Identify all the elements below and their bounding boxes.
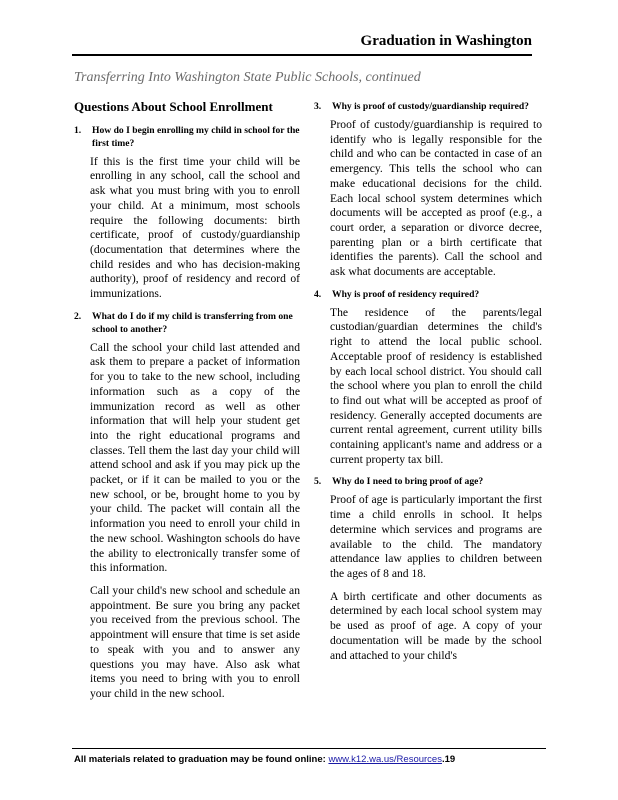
answer-paragraph: The residence of the parents/legal custodian/guardian determines the child's right to attend the local public school. Acceptable proof of residency is established by each local school district. You should call the school where you plan to enroll the child to find out what will be accepted as proof of residency. Generally accepted documents are current rental agreement, current utility bills containing applicant's name and address or a current property tax bill. [330, 305, 542, 466]
footer [74, 754, 455, 765]
answer-paragraph: A birth certificate and other documents as determined by each local school system may be used as proof of age. A copy of your documentation will be made by the school and attached to your child's [330, 589, 542, 662]
answer-paragraph: Call your child's new school and schedule an appointment. Be sure you bring any packet you received from the previous school. The appointment will ensure that time is set aside to speak with you and to answer any questions you may have. Also ask what items you need to bring with you to enroll your child in the new school. [90, 583, 300, 700]
question-number: 3. [314, 101, 322, 112]
page-number: .19 [441, 754, 456, 765]
question-number: 5. [314, 476, 322, 488]
question-text: Why is proof of custody/guardianship required? [332, 101, 529, 112]
header-title: Graduation in Washington [360, 33, 532, 49]
page-subtitle: Transferring Into Washington State Public Schools, continued [74, 70, 421, 85]
question-block [74, 124, 300, 302]
answer-paragraph: Call the school your child last attended and ask them to prepare a packet of information for you to take to the new school, including information such as a copy of the immunization record as well as other information that will help your student get into the right educational programs and classes. Tell them the last day your child will attend school and ask if you may pick up the packet, or if it can be mailed to you or the new school, or be, brought home to you by your child. The packet will contain all the information you need to enroll your child in the new school. Washington schools do have the ability to electronically transfer some of this information. [90, 340, 300, 575]
section-title: Questions About School Enrollment [74, 99, 273, 114]
footer-rule [72, 748, 546, 749]
header-rule [72, 54, 532, 56]
question-block [314, 475, 542, 663]
question-text: What do I do if my child is transferring from one school to another? [92, 310, 293, 335]
resources-link[interactable]: www.k12.wa.us/Resources [328, 754, 442, 765]
question [314, 475, 542, 488]
question [314, 100, 542, 113]
question-number: 4. [314, 288, 322, 300]
question-number: 2. [74, 310, 82, 322]
question [74, 310, 300, 336]
question [74, 124, 300, 150]
question-block [74, 310, 300, 702]
question-text: Why is proof of residency required? [332, 288, 480, 300]
answer-paragraph: Proof of age is particularly important the first time a child enrolls in school. It helps determine which services and programs are available to the child. The mandatory attendance law applies to children between the ages of 8 and 18. [330, 493, 542, 580]
answer-paragraph: If this is the first time your child will be enrolling in any school, call the school and ask what you must bring with you to enroll your child. At a minimum, most schools require the following documents: birth certificate, proof of custody/guardianship (documentation that determines where the child resides and who has decision-making authority), proof of residency and record of immunizations. [90, 154, 300, 301]
answer-paragraph: Proof of custody/guardianship is required to identify who is legally responsible for the child and who can be contacted in case of an emergency. This tells the school who can make educational decisions for the child. Each local school system determines which documents will be accepted as proof (e.g., a court order, a separation or divorce decree, parenting plan or a birth certificate that identifies the parents). Call the school and ask what documents are acceptable. [330, 118, 542, 279]
question-block [314, 100, 542, 280]
left-column [74, 100, 300, 710]
footer-text: All materials related to graduation may be found online: [74, 754, 326, 765]
right-column [314, 100, 542, 671]
question-text: Why do I need to bring proof of age? [332, 476, 484, 488]
question-text: How do I begin enrolling my child in school for the first time? [92, 124, 300, 149]
question [314, 288, 542, 301]
question-number: 1. [74, 124, 82, 136]
question-block [314, 288, 542, 468]
